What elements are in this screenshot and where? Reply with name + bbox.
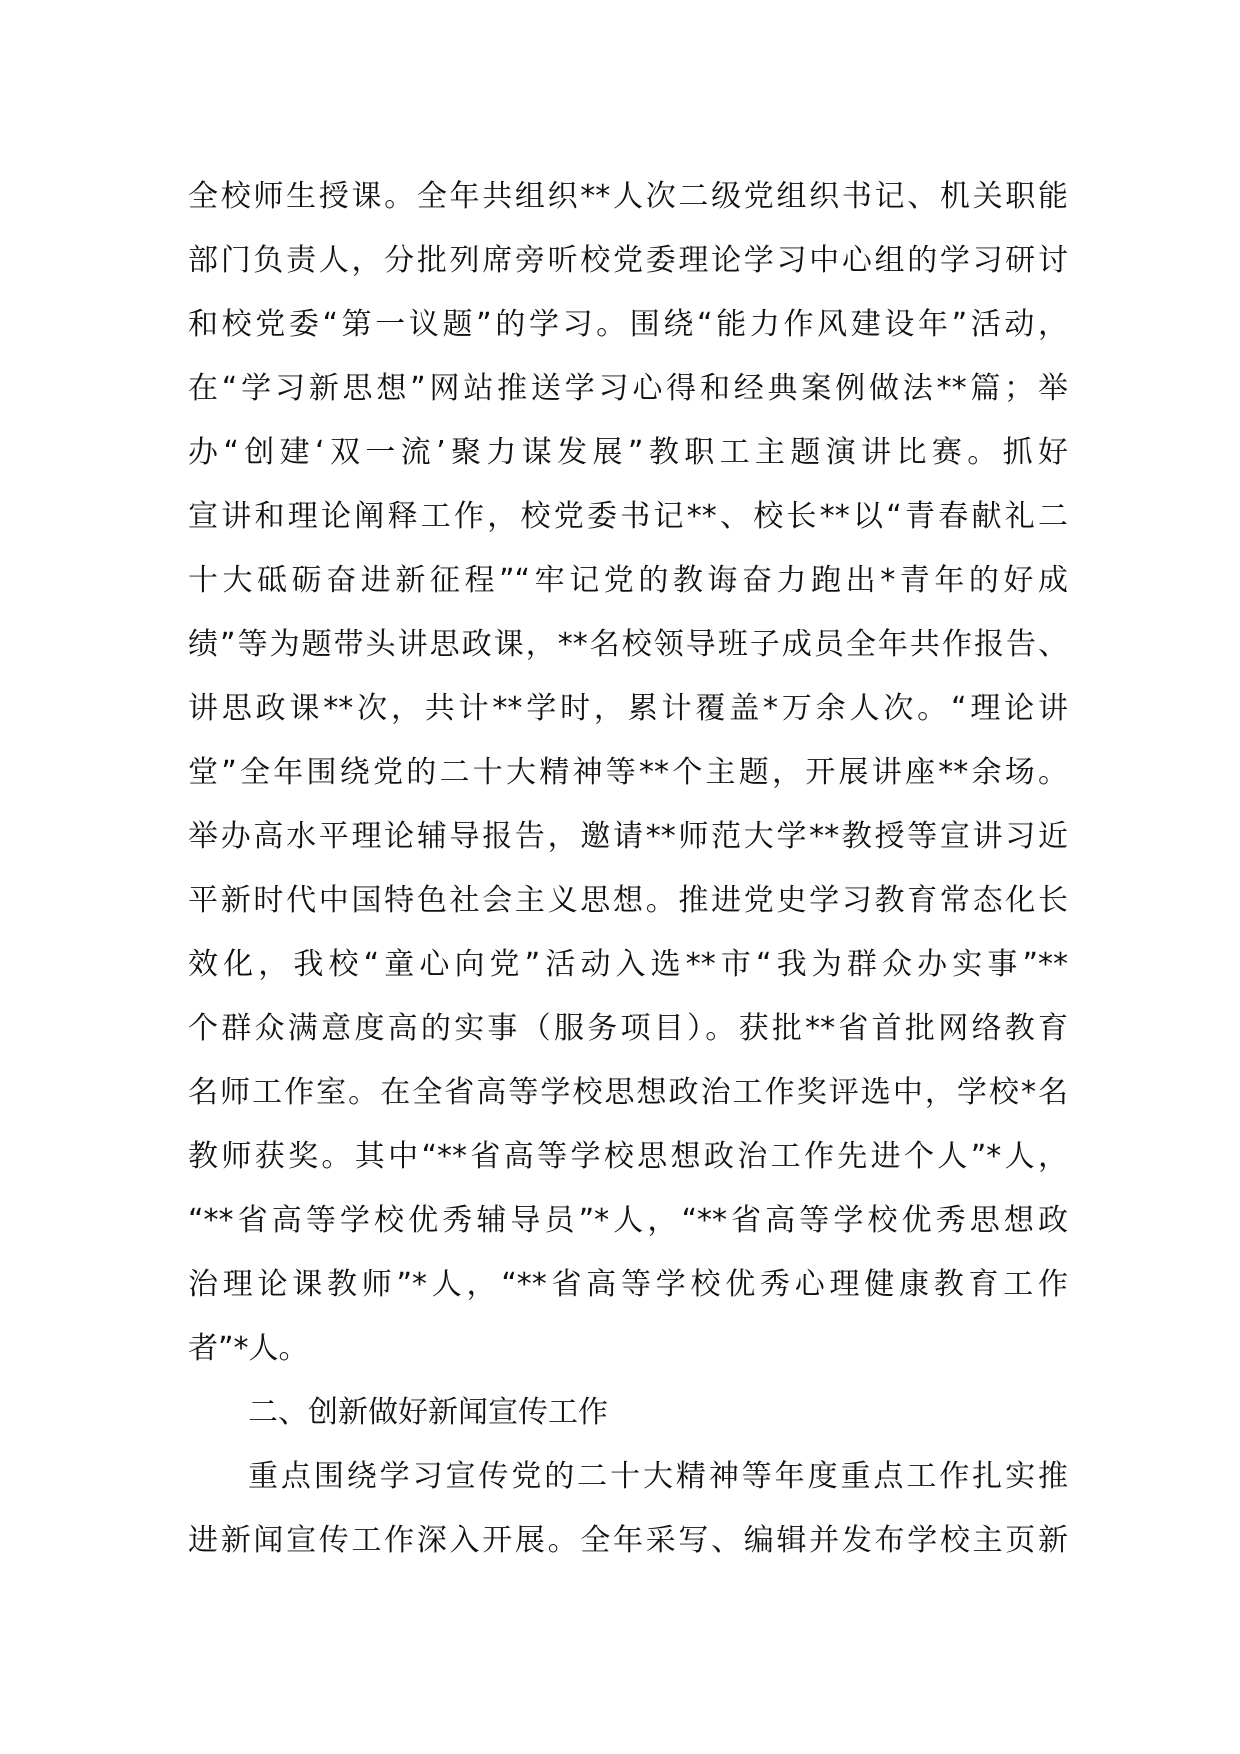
text-line: 个群众满意度高的实事（服务项目）。获批**省首批网络教育 (188, 1011, 1068, 1046)
text-line: 宣讲和理论阐释工作，校党委书记**、校长**以“青春献礼二 (188, 499, 1068, 534)
text-line: 讲思政课**次，共计**学时，累计覆盖*万余人次。“理论讲 (188, 691, 1068, 726)
section-heading: 二、创新做好新闻宣传工作 (248, 1395, 608, 1430)
text-line: 治理论课教师”*人，“**省高等学校优秀心理健康教育工作 (188, 1267, 1068, 1302)
text-line: 教师获奖。其中“**省高等学校思想政治工作先进个人”*人， (188, 1139, 1068, 1174)
text-line: 办“创建‘双一流’聚力谋发展”教职工主题演讲比赛。抓好 (188, 435, 1068, 470)
text-line: 堂”全年围绕党的二十大精神等**个主题，开展讲座**余场。 (188, 755, 1068, 790)
text-line: 绩”等为题带头讲思政课，**名校领导班子成员全年共作报告、 (188, 627, 1068, 662)
text-line: “**省高等学校优秀辅导员”*人，“**省高等学校优秀思想政 (188, 1203, 1068, 1238)
text-line: 重点围绕学习宣传党的二十大精神等年度重点工作扎实推 (248, 1459, 1068, 1494)
text-line: 进新闻宣传工作深入开展。全年采写、编辑并发布学校主页新 (188, 1523, 1068, 1558)
text-line: 效化，我校“童心向党”活动入选**市“我为群众办实事”** (188, 947, 1068, 982)
text-line: 部门负责人，分批列席旁听校党委理论学习中心组的学习研讨 (188, 243, 1068, 278)
text-line: 十大砥砺奋进新征程”“牢记党的教诲奋力跑出*青年的好成 (188, 563, 1068, 598)
text-line: 举办高水平理论辅导报告，邀请**师范大学**教授等宣讲习近 (188, 819, 1068, 854)
text-line: 者”*人。 (188, 1331, 309, 1366)
text-line: 名师工作室。在全省高等学校思想政治工作奖评选中，学校*名 (188, 1075, 1068, 1110)
text-line: 和校党委“第一议题”的学习。围绕“能力作风建设年”活动， (188, 307, 1068, 342)
document-body (188, 165, 1068, 1573)
text-line: 平新时代中国特色社会主义思想。推进党史学习教育常态化长 (188, 883, 1068, 918)
text-line: 全校师生授课。全年共组织**人次二级党组织书记、机关职能 (188, 179, 1068, 214)
text-line: 在“学习新思想”网站推送学习心得和经典案例做法**篇；举 (188, 371, 1068, 406)
